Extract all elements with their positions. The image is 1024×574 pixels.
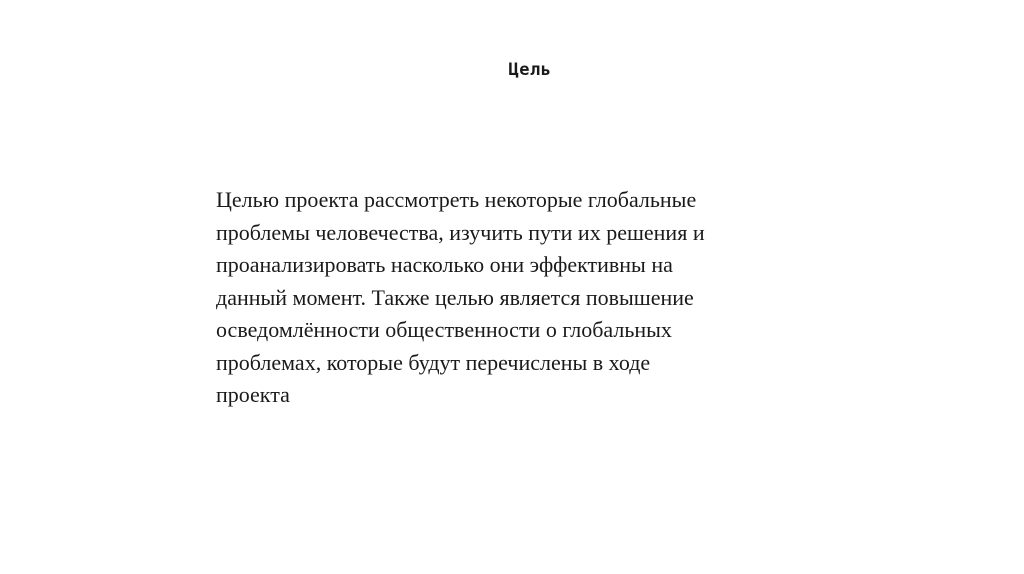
body-text-line: проекта [216,382,290,407]
body-text-line: проанализировать насколько они эффективны на [216,252,673,277]
body-text-line: проблемы человечества, изучить пути их решения и [216,219,705,245]
body-text-line: данный момент. Также целью является повышение [216,284,694,310]
body-text-line: осведомлённости общественности о глобальных [216,317,672,342]
slide-body-text [216,184,836,412]
slide-title: Цель [508,60,552,80]
body-text-line: Целью проекта рассмотреть некоторые глобальные [216,187,697,212]
body-text-line: проблемах, которые будут перечислены в ходе [216,349,651,375]
